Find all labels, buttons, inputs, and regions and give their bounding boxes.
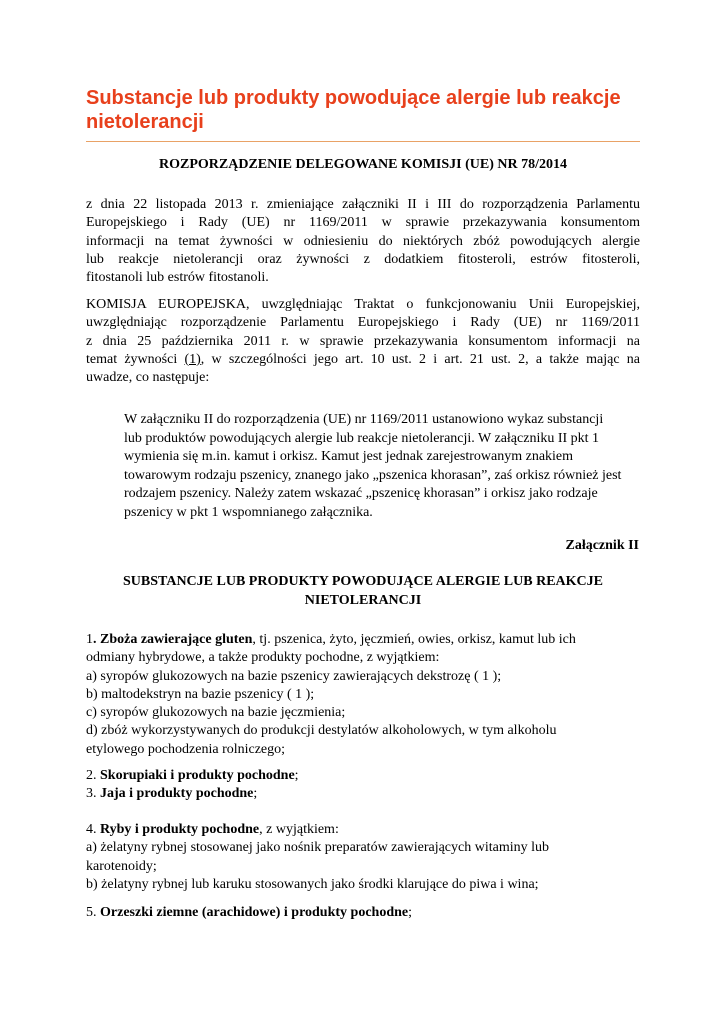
commission-line: uwzględniając rozporządzenie Parlamentu Europejskiego i Rady (UE) nr 1169/2011: [86, 315, 640, 331]
item-line: b) żelatyny rybnej lub karuku stosowanych jako środki klarujące do piwa i wina;: [86, 876, 539, 892]
item-text: , z wyjątkiem:: [259, 822, 339, 837]
item-number: 5.: [86, 905, 100, 920]
item-line: b) maltodekstryn na bazie pszenicy ( 1 );: [86, 686, 315, 702]
recital-line: rodzajem pszenicy. Należy zatem wskazać „pszenicę khorasan” i orkisz jako rodzaje: [124, 486, 598, 501]
item-number: 2.: [86, 768, 100, 783]
recital-line: wymienia się m.in. kamut i orkisz. Kamut jest jednak zarejestrowanym znakiem: [124, 449, 574, 464]
item-heading: [86, 821, 646, 839]
intro-line: fitostanoli lub estrów fitostanoli.: [86, 270, 269, 286]
recital-line: lub produktów powodujących alergie lub reakcje nietolerancji. W załączniku II pkt 1: [124, 430, 600, 446]
page-title: Substancje lub produkty powodujące alergie lub reakcje nietolerancji: [86, 87, 621, 133]
intro-line: Europejskiego i Rady (UE) nr 1169/2011 w sprawie przekazywania konsumentom: [86, 215, 640, 231]
item-number: 1: [86, 632, 93, 647]
item-line: etylowego pochodzenia rolniczego;: [86, 741, 286, 757]
item-text: ;: [253, 786, 258, 802]
recital-line: W załączniku II do rozporządzenia (UE) nr 1169/2011 ustanowiono wykaz substancji: [124, 412, 604, 427]
annex-item-2: [86, 767, 646, 785]
annex-item-3: [86, 785, 646, 803]
item-number: 3.: [86, 786, 100, 802]
item-category: Ryby i produkty pochodne: [100, 822, 260, 837]
annex-item-4: [86, 821, 646, 894]
item-line: d) zbóż wykorzystywanych do produkcji destylatów alkoholowych, w tym alkoholu: [86, 723, 557, 739]
recital-line: towarowym rodzaju pszenicy, znanego jako „pszenica khorasan”, zaś orkisz również jest: [124, 467, 622, 483]
annex-title: [86, 573, 640, 610]
annex-item-5: [86, 904, 646, 922]
commission-line-4: [86, 351, 640, 369]
commission-text: temat żywności: [86, 351, 185, 367]
recital-block: [124, 411, 644, 522]
commission-line: KOMISJA EUROPEJSKA, uwzględniając Traktat o funkcjonowaniu Unii Europejskiej,: [86, 297, 640, 312]
commission-line: uwadze, co następuje:: [86, 370, 210, 386]
item-category: Jaja i produkty pochodne: [100, 786, 254, 802]
item-line: a) żelatyny rybnej stosowanej jako nośnik preparatów zawierających witaminy lub: [86, 840, 550, 856]
item-number: 4.: [86, 822, 100, 837]
commission-line: z dnia 25 października 2011 r. w sprawie przekazywania konsumentom informacji na: [86, 333, 640, 349]
intro-line: informacji na temat żywności w odniesieniu do niektórych zbóż powodujących alergie: [86, 233, 640, 249]
regulation-title: ROZPORZĄDZENIE DELEGOWANE KOMISJI (UE) NR 78/2014: [159, 157, 567, 172]
item-line: a) syropów glukozowych na bazie pszenicy zawierających dekstrozę ( 1 );: [86, 668, 502, 684]
item-heading: [86, 631, 646, 649]
item-line: c) syropów glukozowych na bazie jęczmienia;: [86, 705, 346, 721]
annex-title-line: NIETOLERANCJI: [304, 592, 422, 608]
item-category: Orzeszki ziemne (arachidowe) i produkty pochodne: [100, 905, 409, 920]
item-category: Skorupiaki i produkty pochodne: [100, 768, 295, 783]
item-line: odmiany hybrydowe, a także produkty pochodne, z wyjątkiem:: [86, 650, 440, 666]
commission-text: , w szczególności jego art. 10 ust. 2 i art. 21 ust. 2, a także mając na: [200, 351, 640, 367]
item-line: karotenoidy;: [86, 858, 157, 874]
footnote-link[interactable]: (1): [184, 351, 201, 367]
title-divider: [86, 141, 640, 142]
recital-line: pszenicy w pkt 1 wspomnianego załącznika.: [124, 504, 373, 520]
annex-title-line: SUBSTANCJE LUB PRODUKTY POWODUJĄCE ALERGIE LUB REAKCJE: [123, 574, 603, 589]
item-category: . Zboża zawierające gluten: [93, 632, 253, 647]
annex-label: Załącznik II: [565, 538, 639, 553]
intro-line: z dnia 22 listopada 2013 r. zmieniające załączniki II i III do rozporządzenia Parlamentu: [86, 197, 640, 212]
item-text: , tj. pszenica, żyto, jęczmień, owies, orkisz, kamut lub ich: [252, 632, 576, 647]
annex-item-1: [86, 631, 646, 759]
item-heading: [86, 904, 646, 922]
item-text: ;: [294, 768, 299, 783]
regulation-intro: [86, 196, 640, 287]
item-text: ;: [408, 905, 413, 920]
annex-item-2-3: [86, 767, 646, 804]
intro-line: lub reakcje nietolerancji oraz żywności z dodatkiem fitosteroli, estrów fitosteroli,: [86, 251, 640, 267]
commission-paragraph: [86, 296, 640, 387]
